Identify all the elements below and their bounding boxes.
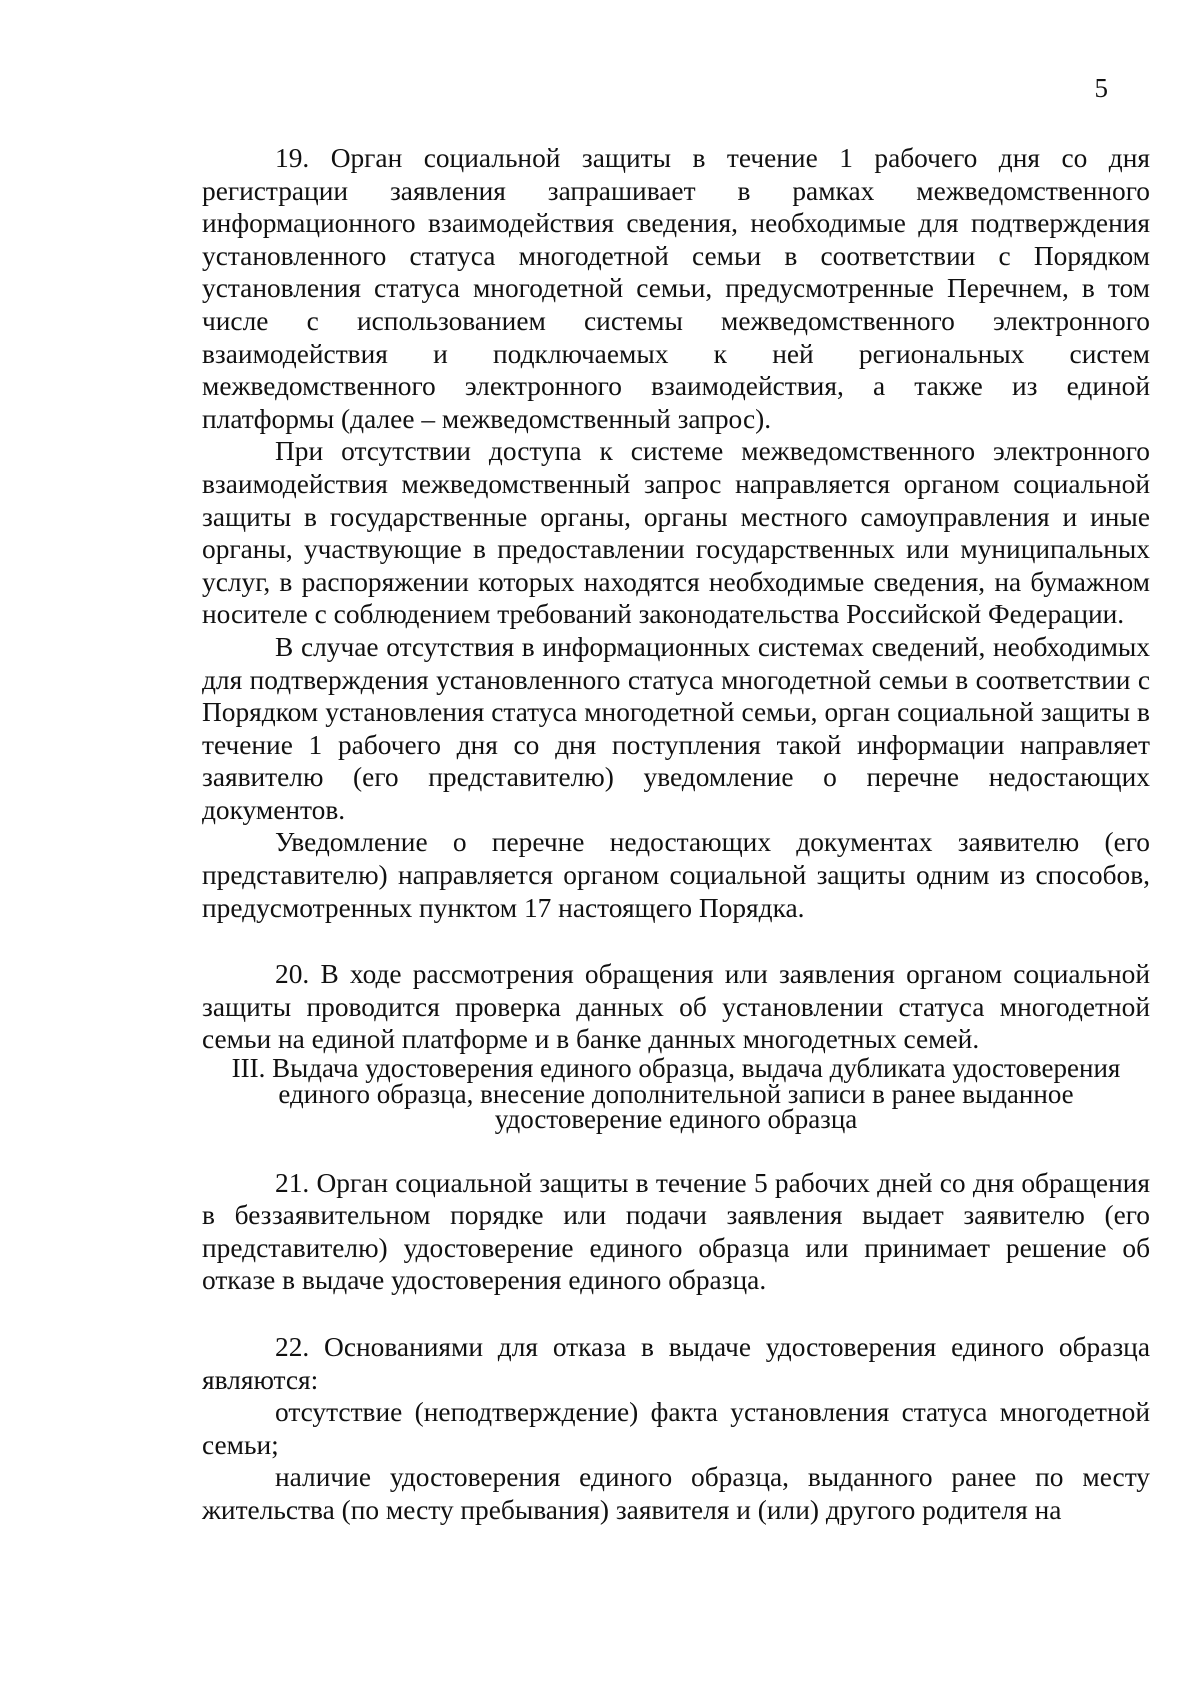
paragraph-22-ground-1: отсутствие (неподтверждение) факта установления статуса многодетной семьи; [202,1397,1150,1460]
paragraph-22-ground-2: наличие удостоверения единого образца, выданного ранее по месту жительства (по месту пребывания) заявителя и (или) другого родителя на [202,1462,1150,1525]
paragraph-19: 19. Орган социальной защиты в течение 1 рабочего дня со дня регистрации заявления запрашивает в рамках межведомственного информационного взаимодействия сведения, необходимые для подтверждения установленного статуса многодетной семьи в соответствии с Порядком установления статуса многодетной семьи, предусмотренные Перечнем, в том числе с использованием системы межведомственного электронного взаимодействия и подключаемых к ней региональных систем межведомственного электронного взаимодействия, а также из единой платформы (далее – межведомственный запрос). [202,143,1150,434]
paragraph-21: 21. Орган социальной защиты в течение 5 рабочих дней со дня обращения в беззаявительном порядке или подачи заявления выдает заявителю (его представителю) удостоверение единого образца или принимает решение об отказе в выдаче удостоверения единого образца. [202,1167,1150,1296]
paragraph-19-notification: Уведомление о перечне недостающих документах заявителю (его представителю) направляется органом социальной защиты одним из способов, предусмотренных пунктом 17 настоящего Порядка. [202,827,1150,923]
paragraph-22: 22. Основаниями для отказа в выдаче удостоверения единого образца являются: [202,1331,1150,1395]
paragraph-20: 20. В ходе рассмотрения обращения или заявления органом социальной защиты проводится проверка данных об установлении статуса многодетной семьи на единой платформе и в банке данных многодетных семей. [202,959,1150,1055]
section-heading-iii: III. Выдача удостоверения единого образца, выдача дубликата удостоверения единого образца, внесение дополнительной записи в ранее выданное удостоверение единого образца [231,1053,1121,1135]
paragraph-19-no-access: При отсутствии доступа к системе межведомственного электронного взаимодействия межведомственный запрос направляется органом социальной защиты в государственные органы, органы местного самоуправления и иные органы, участвующие в предоставлении государственных или муниципальных услуг, в распоряжении которых находятся необходимые сведения, на бумажном носителе с соблюдением требований законодательства Российской Федерации. [202,436,1150,630]
page-number: 5 [1094,73,1108,103]
document-body [202,142,1150,1526]
paragraph-19-missing-info: В случае отсутствия в информационных системах сведений, необходимых для подтверждения установленного статуса многодетной семьи в соответствии с Порядком установления статуса многодетной семьи, орган социальной защиты в течение 1 рабочего дня со дня поступления такой информации направляет заявителю (его представителю) уведомление о перечне недостающих документов. [202,631,1150,825]
